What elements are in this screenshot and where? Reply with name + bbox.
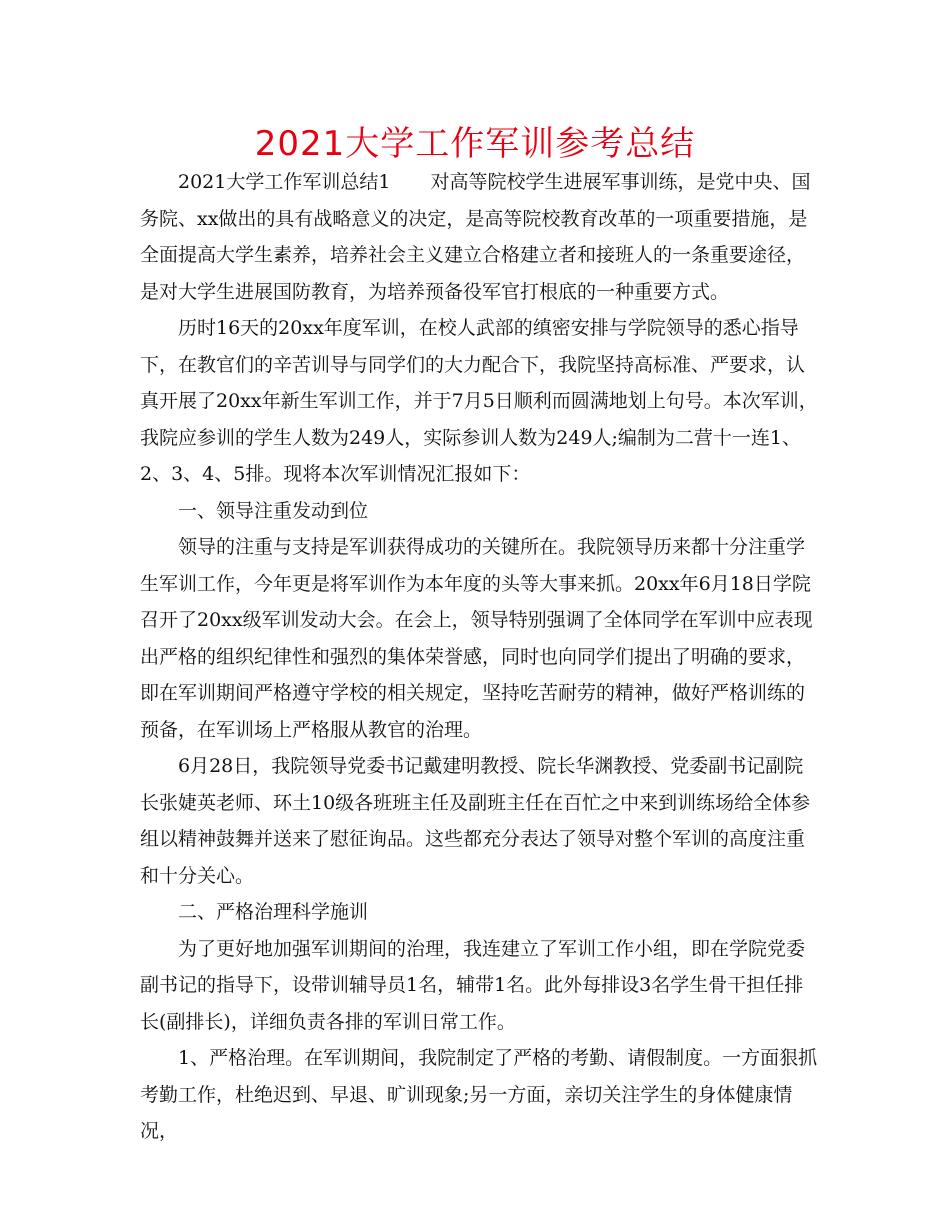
intro-lead: 2021大学工作军训总结1 <box>178 171 391 193</box>
section-heading-2: 二、严格治理科学施训 <box>178 901 369 923</box>
intro-text: 对高等院校学生进展军事训练，是党中央、国务院、xx做出的具有战略意义的决定，是高等院校教育改革的一项重要措施，是全面提高大学生素养，培养社会主义建立合格建立者和接班人的一条重要途径，是对大学生进展国防教育，为培养预备役军官打根底的一种重要方式。 <box>140 171 811 303</box>
paragraph-5: 为了更好地加强军训期间的治理，我连建立了军训工作小组，即在学院党委副书记的指导下，设带训辅导员1名，辅带1名。此外每排设3名学生骨干担任排长(副排长)，详细负责各排的军训日常工作。 <box>140 937 806 1033</box>
paragraph-intro <box>140 164 820 310</box>
paragraph-3: 领导的注重与支持是军训获得成功的关键所在。我院领导历来都十分注重学生军训工作，今年更是将军训作为本年度的头等大事来抓。20xx年6月18日学院召开了20xx级军训发动大会。在会上，领导特别强调了全体同学在军训中应表现出严格的组织纪律性和强烈的集体荣誉感，同时也向同学们提出了明确的要求，即在军训期间严格遵守学校的相关规定，坚持吃苦耐劳的精神，做好严格训练的预备，在军训场上严格服从教官的治理。 <box>140 536 813 741</box>
document-title: 2021大学工作军训参考总结 <box>254 124 696 164</box>
paragraph-2: 历时16天的20xx年度军训，在校人武部的缜密安排与学院领导的悉心指导下，在教官们的辛苦训导与同学们的大力配合下，我院坚持高标准、严要求，认真开展了20xx年新生军训工作，并于7月5日顺利而圆满地划上句号。本次军训，我院应参训的学生人数为249人，实际参训人数为249人;编制为二营十一连1、2、3、4、5排。现将本次军训情况汇报如下： <box>140 317 818 485</box>
section-heading-1: 一、领导注重发动到位 <box>178 499 369 522</box>
paragraph-4: 6月28日，我院领导党委书记戴建明教授、院长华渊教授、党委副书记副院长张婕英老师、环土10级各班班主任及副班主任在百忙之中来到训练场给全体参组以精神鼓舞并送来了慰征询品。这些都充分表达了领导对整个军训的高度注重和十分关心。 <box>140 755 811 887</box>
paragraph-6: 1、严格治理。在军训期间，我院制定了严格的考勤、请假制度。一方面狠抓考勤工作，杜绝迟到、早退、旷训现象;另一方面，亲切关注学生的身体健康情况， <box>140 1047 818 1142</box>
document-body <box>140 164 820 1150</box>
